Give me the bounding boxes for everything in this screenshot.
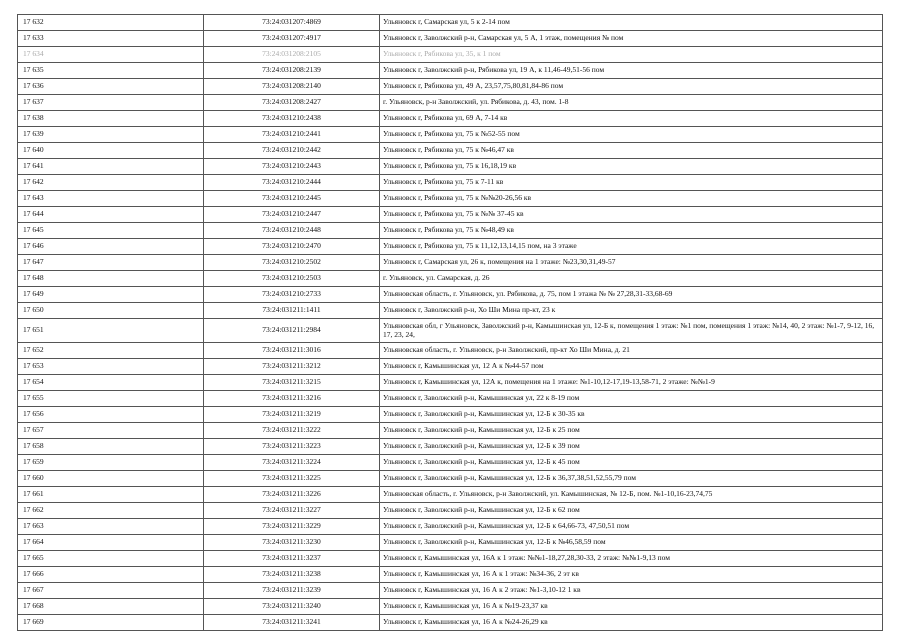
cadastral-number-cell: 73:24:031211:3225 [204,471,380,487]
cadastral-number-cell: 73:24:031208:2140 [204,79,380,95]
table-row [18,175,883,191]
row-number-cell: 17 652 [18,343,204,359]
table-row [18,487,883,503]
address-cell: Ульяновск г, Рябикова ул, 75 к №№20-26,56 кв [380,191,883,207]
table-row [18,127,883,143]
row-number-cell: 17 668 [18,599,204,615]
table-row [18,191,883,207]
row-number-cell: 17 657 [18,423,204,439]
cadastral-number-cell: 73:24:031211:3219 [204,407,380,423]
address-cell: Ульяновск г, Заволжский р-н, Камышинская ул, 12-Б к №46,58,59 пом [380,535,883,551]
table-row [18,15,883,31]
table-row [18,567,883,583]
cadastral-number-cell: 73:24:031211:1411 [204,303,380,319]
row-number-cell: 17 638 [18,111,204,127]
cadastral-number-cell: 73:24:031208:2139 [204,63,380,79]
address-cell: Ульяновск г, Рябикова ул, 75 к №46,47 кв [380,143,883,159]
address-cell: г. Ульяновск, р-н Заволжский, ул. Рябикова, д. 43, пом. 1-8 [380,95,883,111]
cadastral-number-cell: 73:24:031208:2105 [204,47,380,63]
cadastral-number-cell: 73:24:031210:2503 [204,271,380,287]
address-cell: Ульяновск г, Заволжский р-н, Камышинская ул, 12-Б к 36,37,38,51,52,55,79 пом [380,471,883,487]
cadastral-number-cell: 73:24:031207:4869 [204,15,380,31]
row-number-cell: 17 634 [18,47,204,63]
row-number-cell: 17 661 [18,487,204,503]
cadastral-number-cell: 73:24:031210:2448 [204,223,380,239]
cadastral-number-cell: 73:24:031210:2447 [204,207,380,223]
row-number-cell: 17 659 [18,455,204,471]
row-number-cell: 17 640 [18,143,204,159]
cadastral-number-cell: 73:24:031211:3222 [204,423,380,439]
cadastral-number-cell: 73:24:031211:3216 [204,391,380,407]
row-number-cell: 17 669 [18,615,204,631]
row-number-cell: 17 666 [18,567,204,583]
row-number-cell: 17 655 [18,391,204,407]
table-row [18,519,883,535]
row-number-cell: 17 633 [18,31,204,47]
address-cell: Ульяновск г, Заволжский р-н, Камышинская ул, 12-Б к 30-35 кв [380,407,883,423]
table-row [18,207,883,223]
address-cell: Ульяновск г, Рябикова ул, 75 к 7-11 кв [380,175,883,191]
table-row [18,63,883,79]
table-row [18,271,883,287]
row-number-cell: 17 644 [18,207,204,223]
row-number-cell: 17 645 [18,223,204,239]
address-cell: Ульяновск г, Рябикова ул, 75 к №52-55 пом [380,127,883,143]
table-row [18,239,883,255]
address-cell: Ульяновск г, Заволжский р-н, Камышинская ул, 12-Б к 25 пом [380,423,883,439]
cadastral-number-cell: 73:24:031211:3229 [204,519,380,535]
row-number-cell: 17 636 [18,79,204,95]
table-row [18,255,883,271]
cadastral-number-cell: 73:24:031211:3212 [204,359,380,375]
cadastral-number-cell: 73:24:031211:3237 [204,551,380,567]
table-row [18,343,883,359]
table-row [18,79,883,95]
cadastral-number-cell: 73:24:031210:2444 [204,175,380,191]
address-cell: Ульяновск г, Заволжский р-н, Камышинская ул, 12-Б к 62 пом [380,503,883,519]
row-number-cell: 17 641 [18,159,204,175]
address-cell: Ульяновск г, Рябикова ул, 75 к 11,12,13,14,15 пом, на 3 этаже [380,239,883,255]
row-number-cell: 17 667 [18,583,204,599]
address-cell: Ульяновск г, Камышинская ул, 16А к 1 этаж: №№1-18,27,28,30-33, 2 этаж: №№1-9,13 пом [380,551,883,567]
cadastral-number-cell: 73:24:031210:2470 [204,239,380,255]
address-cell: Ульяновск г, Камышинская ул, 16 А к 1 этаж: №34-36, 2 эт кв [380,567,883,583]
cadastral-number-cell: 73:24:031211:3230 [204,535,380,551]
cadastral-number-cell: 73:24:031211:3239 [204,583,380,599]
row-number-cell: 17 660 [18,471,204,487]
table-body [18,15,883,631]
table-row [18,159,883,175]
table-row [18,303,883,319]
row-number-cell: 17 635 [18,63,204,79]
address-cell: Ульяновск г, Рябикова ул, 75 к №№ 37-45 кв [380,207,883,223]
address-cell: Ульяновск г, Рябикова ул, 49 А, 23,57,75,80,81,84-86 пом [380,79,883,95]
address-cell: Ульяновск г, Рябикова ул, 75 к 16,18,19 кв [380,159,883,175]
cadastral-number-cell: 73:24:031207:4917 [204,31,380,47]
row-number-cell: 17 646 [18,239,204,255]
address-cell: Ульяновск г, Заволжский р-н, Рябикова ул, 19 А, к 11,46-49,51-56 пом [380,63,883,79]
table-row [18,599,883,615]
table-row [18,535,883,551]
address-cell: г. Ульяновск, ул. Самарская, д. 26 [380,271,883,287]
table-row [18,407,883,423]
address-cell: Ульяновск г, Камышинская ул, 16 А к №19-23,37 кв [380,599,883,615]
table-row [18,47,883,63]
table-row [18,143,883,159]
row-number-cell: 17 651 [18,319,204,343]
row-number-cell: 17 665 [18,551,204,567]
table-row [18,391,883,407]
table-row [18,551,883,567]
address-cell: Ульяновск г, Заволжский р-н, Камышинская ул, 12-Б к 64,66-73, 47,50,51 пом [380,519,883,535]
row-number-cell: 17 656 [18,407,204,423]
address-cell: Ульяновск г, Рябикова ул, 75 к №48,49 кв [380,223,883,239]
table-row [18,423,883,439]
address-cell: Ульяновск г, Камышинская ул, 16 А к 2 этаж: №1-3,10-12 1 кв [380,583,883,599]
cadastral-number-cell: 73:24:031210:2502 [204,255,380,271]
row-number-cell: 17 648 [18,271,204,287]
table-row [18,223,883,239]
address-cell: Ульяновск г, Рябикова ул, 35, к 1 пом [380,47,883,63]
address-cell: Ульяновск г, Камышинская ул, 12 А к №44-57 пом [380,359,883,375]
row-number-cell: 17 662 [18,503,204,519]
row-number-cell: 17 639 [18,127,204,143]
row-number-cell: 17 642 [18,175,204,191]
row-number-cell: 17 650 [18,303,204,319]
table-row [18,31,883,47]
address-cell: Ульяновск г, Заволжский р-н, Хо Ши Мина пр-кт, 23 к [380,303,883,319]
address-cell: Ульяновск г, Камышинская ул, 12А к, помещения на 1 этаже: №1-10,12-17,19-13,58-71, 2 этаже: №№1-9 [380,375,883,391]
cadastral-number-cell: 73:24:031211:3215 [204,375,380,391]
row-number-cell: 17 637 [18,95,204,111]
cadastral-number-cell: 73:24:031210:2733 [204,287,380,303]
cadastral-number-cell: 73:24:031210:2442 [204,143,380,159]
table-row [18,287,883,303]
row-number-cell: 17 649 [18,287,204,303]
row-number-cell: 17 663 [18,519,204,535]
address-cell: Ульяновск г, Заволжский р-н, Камышинская ул, 22 к 8-19 пом [380,391,883,407]
table-row [18,439,883,455]
table-row [18,359,883,375]
address-cell: Ульяновск г, Заволжский р-н, Самарская ул, 5 А, 1 этаж, помещения № пом [380,31,883,47]
address-cell: Ульяновск г, Самарская ул, 5 к 2-14 пом [380,15,883,31]
cadastral-number-cell: 73:24:031211:3016 [204,343,380,359]
cadastral-number-cell: 73:24:031210:2445 [204,191,380,207]
table-row [18,471,883,487]
table-row [18,583,883,599]
cadastral-table [17,14,883,631]
row-number-cell: 17 632 [18,15,204,31]
address-cell: Ульяновская область, г. Ульяновск, ул. Рябикова, д. 75, пом 1 этажа № № 27,28,31-33,68-69 [380,287,883,303]
cadastral-number-cell: 73:24:031211:3224 [204,455,380,471]
address-cell: Ульяновск г, Самарская ул, 26 к, помещения на 1 этаже: №23,30,31,49-57 [380,255,883,271]
cadastral-number-cell: 73:24:031211:3227 [204,503,380,519]
table-row [18,111,883,127]
cadastral-number-cell: 73:24:031211:3223 [204,439,380,455]
table-row [18,375,883,391]
address-cell: Ульяновская область, г. Ульяновск, р-н Заволжский, пр-кт Хо Ши Мина, д. 21 [380,343,883,359]
address-cell: Ульяновская обл, г Ульяновск, Заволжский р-н, Камышинская ул, 12-Б к, помещения 1 этаж: №1 пом, помещения 1 этаж: №14, 40, 2 этаж: №1-7, 9-12, 16, 17, 23, 24, [380,319,883,343]
table-row [18,319,883,343]
cadastral-number-cell: 73:24:031211:3241 [204,615,380,631]
row-number-cell: 17 658 [18,439,204,455]
table-row [18,615,883,631]
table-row [18,95,883,111]
cadastral-number-cell: 73:24:031208:2427 [204,95,380,111]
cadastral-number-cell: 73:24:031211:3238 [204,567,380,583]
cadastral-number-cell: 73:24:031210:2441 [204,127,380,143]
row-number-cell: 17 647 [18,255,204,271]
address-cell: Ульяновск г, Заволжский р-н, Камышинская ул, 12-Б к 39 пом [380,439,883,455]
row-number-cell: 17 653 [18,359,204,375]
table-row [18,503,883,519]
row-number-cell: 17 664 [18,535,204,551]
cadastral-number-cell: 73:24:031210:2438 [204,111,380,127]
cadastral-number-cell: 73:24:031210:2443 [204,159,380,175]
cadastral-number-cell: 73:24:031211:2984 [204,319,380,343]
address-cell: Ульяновская область, г. Ульяновск, р-н Заволжский, ул. Камышинская, № 12-Б, пом. №1-10,16-23,74,75 [380,487,883,503]
row-number-cell: 17 643 [18,191,204,207]
address-cell: Ульяновск г, Рябикова ул, 69 А, 7-14 кв [380,111,883,127]
address-cell: Ульяновск г, Камышинская ул, 16 А к №24-26,29 кв [380,615,883,631]
address-cell: Ульяновск г, Заволжский р-н, Камышинская ул, 12-Б к 45 пом [380,455,883,471]
cadastral-number-cell: 73:24:031211:3240 [204,599,380,615]
row-number-cell: 17 654 [18,375,204,391]
cadastral-number-cell: 73:24:031211:3226 [204,487,380,503]
table-row [18,455,883,471]
